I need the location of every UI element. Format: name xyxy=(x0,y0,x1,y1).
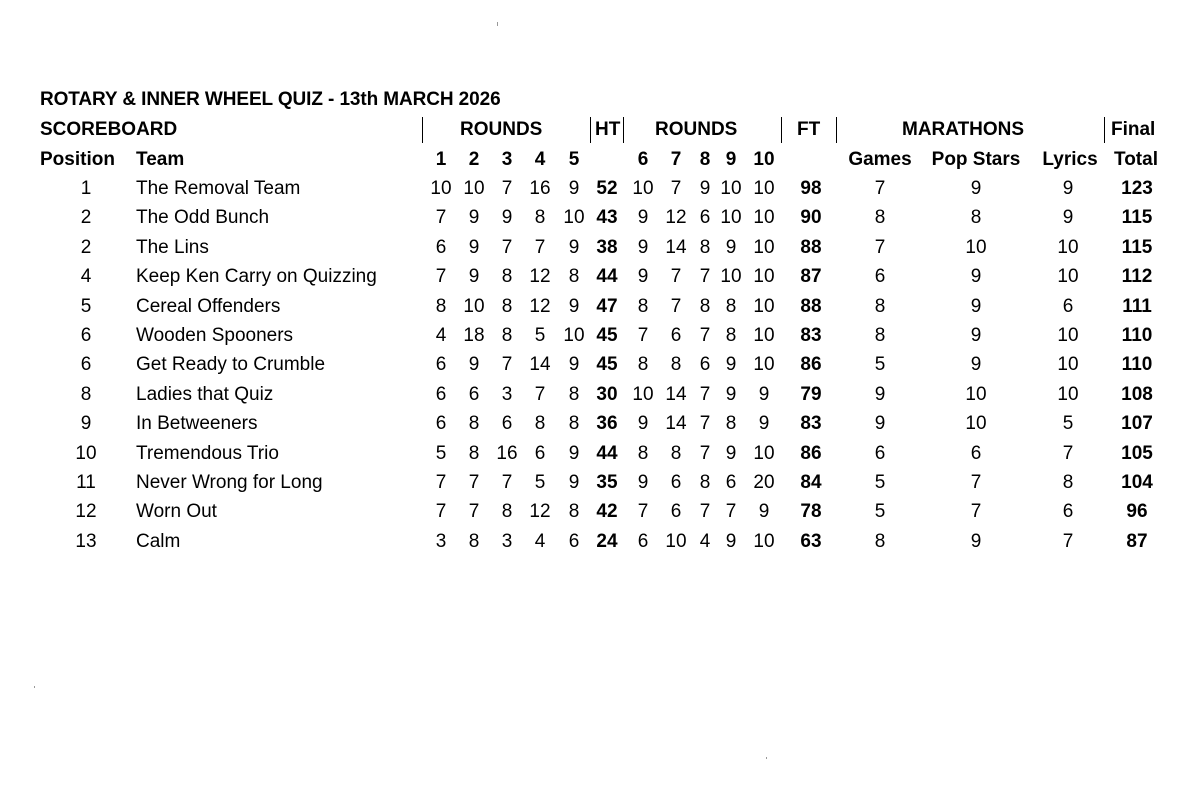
team-cell: Wooden Spooners xyxy=(136,325,294,346)
half-time-score: 36 xyxy=(596,413,618,435)
full-time-heading: FT xyxy=(797,119,821,140)
round-1-score: 3 xyxy=(435,530,447,552)
round-2-score: 9 xyxy=(468,207,480,229)
full-time-score: 86 xyxy=(800,354,822,376)
round-8-score: 7 xyxy=(699,325,711,346)
full-time-score: 98 xyxy=(800,178,822,199)
round-8-score: 6 xyxy=(699,207,711,229)
round-4-score: 8 xyxy=(534,413,546,435)
round-8-score: 7 xyxy=(699,413,711,435)
team-cell: The Removal Team xyxy=(136,178,301,199)
lyrics-score: 6 xyxy=(1062,295,1074,317)
round-9-score: 9 xyxy=(725,236,737,258)
round-1-score: 4 xyxy=(435,325,447,346)
round-4-score: 12 xyxy=(529,266,551,288)
total-score: 115 xyxy=(1121,236,1153,258)
position-cell: 6 xyxy=(80,325,92,346)
round-9-score: 9 xyxy=(725,383,737,405)
scan-speck xyxy=(34,686,35,688)
pop-stars-score: 9 xyxy=(970,530,982,552)
games-score: 9 xyxy=(874,413,886,435)
games-score: 5 xyxy=(874,501,886,523)
round-7-score: 12 xyxy=(665,207,687,229)
table-row xyxy=(0,203,1200,232)
half-time-score: 52 xyxy=(596,178,618,199)
team-cell: Keep Ken Carry on Quizzing xyxy=(136,266,377,288)
pop-stars-score: 7 xyxy=(970,501,982,523)
full-time-score: 84 xyxy=(800,472,822,493)
round-10-score: 10 xyxy=(753,325,775,346)
scan-speck xyxy=(766,757,767,759)
round-3-score: 7 xyxy=(501,178,513,199)
round-5-score: 10 xyxy=(563,207,585,229)
table-row xyxy=(0,527,1200,556)
round-5-score: 9 xyxy=(568,472,580,493)
team-cell: Tremendous Trio xyxy=(136,442,279,464)
lyrics-score: 7 xyxy=(1062,442,1074,464)
round-6-score: 9 xyxy=(637,236,649,258)
round-4-score: 12 xyxy=(529,501,551,523)
full-time-score: 83 xyxy=(800,413,822,435)
round-7-score: 6 xyxy=(670,325,682,346)
pop-stars-header: Pop Stars xyxy=(931,149,1021,170)
round-10-score: 10 xyxy=(753,266,775,288)
full-time-score: 78 xyxy=(800,501,822,523)
lyrics-score: 9 xyxy=(1062,178,1074,199)
total-score: 105 xyxy=(1121,442,1153,464)
round-3-score: 3 xyxy=(501,530,513,552)
round-1-score: 8 xyxy=(435,295,447,317)
round-8-score: 8 xyxy=(699,295,711,317)
round-10-score: 20 xyxy=(753,472,775,493)
round-8-score: 7 xyxy=(699,266,711,288)
pop-stars-score: 8 xyxy=(970,207,982,229)
total-score: 111 xyxy=(1122,295,1152,317)
round-3-score: 7 xyxy=(501,354,513,376)
round-8-header: 8 xyxy=(699,149,711,170)
round-7-header: 7 xyxy=(670,149,682,170)
round-9-score: 10 xyxy=(720,266,742,288)
divider xyxy=(1104,117,1105,143)
round-5-score: 10 xyxy=(563,325,585,346)
round-9-score: 9 xyxy=(725,442,737,464)
round-3-score: 9 xyxy=(501,207,513,229)
half-time-heading: HT xyxy=(595,119,621,140)
round-6-score: 8 xyxy=(637,354,649,376)
round-2-score: 18 xyxy=(463,325,485,346)
round-3-score: 8 xyxy=(501,295,513,317)
round-9-score: 7 xyxy=(725,501,737,523)
games-score: 8 xyxy=(874,325,886,346)
table-row xyxy=(0,350,1200,379)
total-score: 96 xyxy=(1126,501,1148,523)
table-row xyxy=(0,497,1200,526)
round-4-score: 6 xyxy=(534,442,546,464)
lyrics-score: 5 xyxy=(1062,413,1074,435)
team-cell: Cereal Offenders xyxy=(136,295,281,317)
games-score: 5 xyxy=(874,472,886,493)
round-7-score: 14 xyxy=(665,383,687,405)
round-7-score: 7 xyxy=(670,266,682,288)
position-cell: 12 xyxy=(75,501,97,523)
round-7-score: 6 xyxy=(670,472,682,493)
half-time-score: 38 xyxy=(596,236,618,258)
table-row xyxy=(0,409,1200,438)
team-cell: The Odd Bunch xyxy=(136,207,270,229)
round-1-score: 6 xyxy=(435,413,447,435)
position-cell: 2 xyxy=(80,236,92,258)
round-3-score: 7 xyxy=(501,236,513,258)
total-score: 123 xyxy=(1121,178,1153,199)
round-7-score: 7 xyxy=(670,295,682,317)
team-cell: Calm xyxy=(136,530,181,552)
full-time-score: 88 xyxy=(800,236,822,258)
games-score: 9 xyxy=(874,383,886,405)
team-cell: Ladies that Quiz xyxy=(136,383,274,405)
pop-stars-score: 10 xyxy=(965,236,987,258)
team-cell: Get Ready to Crumble xyxy=(136,354,326,376)
round-8-score: 7 xyxy=(699,383,711,405)
round-3-score: 8 xyxy=(501,501,513,523)
marathons-heading: MARATHONS xyxy=(902,119,1025,140)
lyrics-score: 9 xyxy=(1062,207,1074,229)
position-cell: 4 xyxy=(80,266,92,288)
full-time-score: 79 xyxy=(800,383,822,405)
pop-stars-score: 7 xyxy=(970,472,982,493)
team-cell: Never Wrong for Long xyxy=(136,472,323,493)
round-8-score: 7 xyxy=(699,501,711,523)
round-2-score: 10 xyxy=(463,178,485,199)
lyrics-score: 7 xyxy=(1062,530,1074,552)
lyrics-score: 10 xyxy=(1057,325,1079,346)
games-score: 7 xyxy=(874,236,886,258)
pop-stars-score: 10 xyxy=(965,383,987,405)
lyrics-score: 10 xyxy=(1057,236,1079,258)
pop-stars-score: 10 xyxy=(965,413,987,435)
position-cell: 6 xyxy=(80,354,92,376)
round-6-score: 9 xyxy=(637,207,649,229)
final-heading: Final xyxy=(1111,119,1156,140)
column-header-row xyxy=(0,145,1200,174)
pop-stars-score: 9 xyxy=(970,178,982,199)
divider xyxy=(836,117,837,143)
round-1-score: 10 xyxy=(430,178,452,199)
table-row xyxy=(0,439,1200,468)
round-5-score: 6 xyxy=(568,530,580,552)
position-cell: 1 xyxy=(80,178,92,199)
round-4-header: 4 xyxy=(534,149,546,170)
position-cell: 11 xyxy=(76,472,96,493)
round-2-score: 6 xyxy=(468,383,480,405)
rounds-second-heading: ROUNDS xyxy=(655,119,738,140)
round-9-score: 6 xyxy=(725,472,737,493)
table-row xyxy=(0,233,1200,262)
round-4-score: 14 xyxy=(529,354,551,376)
round-9-score: 10 xyxy=(720,178,742,199)
full-time-score: 86 xyxy=(800,442,822,464)
position-cell: 10 xyxy=(75,442,97,464)
round-6-score: 9 xyxy=(637,266,649,288)
half-time-score: 47 xyxy=(596,295,618,317)
round-7-score: 8 xyxy=(670,442,682,464)
round-6-score: 8 xyxy=(637,442,649,464)
round-5-score: 9 xyxy=(568,236,580,258)
round-8-score: 9 xyxy=(699,178,711,199)
round-2-score: 10 xyxy=(463,295,485,317)
round-4-score: 12 xyxy=(529,295,551,317)
round-7-score: 14 xyxy=(665,413,687,435)
round-9-score: 8 xyxy=(725,413,737,435)
total-score: 104 xyxy=(1121,472,1153,493)
round-6-score: 10 xyxy=(632,178,654,199)
table-row xyxy=(0,321,1200,350)
round-1-score: 6 xyxy=(435,354,447,376)
round-9-score: 8 xyxy=(725,295,737,317)
position-cell: 13 xyxy=(75,530,97,552)
round-1-score: 5 xyxy=(435,442,447,464)
round-4-score: 8 xyxy=(534,207,546,229)
round-2-score: 7 xyxy=(468,472,480,493)
pop-stars-score: 9 xyxy=(970,266,982,288)
round-5-score: 9 xyxy=(568,295,580,317)
round-9-score: 9 xyxy=(725,530,737,552)
table-row xyxy=(0,292,1200,321)
round-10-score: 10 xyxy=(753,354,775,376)
round-9-score: 9 xyxy=(725,354,737,376)
round-6-score: 7 xyxy=(637,325,649,346)
round-8-score: 8 xyxy=(699,236,711,258)
round-4-score: 5 xyxy=(534,472,546,493)
games-score: 5 xyxy=(874,354,886,376)
round-10-score: 10 xyxy=(753,530,775,552)
round-10-score: 10 xyxy=(753,236,775,258)
pop-stars-score: 9 xyxy=(970,295,982,317)
round-2-header: 2 xyxy=(468,149,480,170)
total-score: 87 xyxy=(1126,530,1148,552)
half-time-score: 35 xyxy=(596,472,618,493)
round-3-score: 8 xyxy=(501,325,513,346)
round-10-score: 10 xyxy=(753,178,775,199)
round-8-score: 4 xyxy=(699,530,711,552)
round-10-score: 10 xyxy=(753,207,775,229)
round-9-score: 8 xyxy=(725,325,737,346)
pop-stars-score: 9 xyxy=(970,354,982,376)
scoreboard-heading: SCOREBOARD xyxy=(40,119,178,140)
full-time-score: 63 xyxy=(800,530,822,552)
full-time-score: 87 xyxy=(800,266,822,288)
lyrics-score: 10 xyxy=(1057,383,1079,405)
full-time-score: 83 xyxy=(800,325,822,346)
round-2-score: 9 xyxy=(468,266,480,288)
round-7-score: 7 xyxy=(670,178,682,199)
round-2-score: 8 xyxy=(468,442,480,464)
full-time-score: 90 xyxy=(800,207,822,229)
total-score: 110 xyxy=(1121,354,1153,376)
round-6-header: 6 xyxy=(637,149,649,170)
round-1-score: 7 xyxy=(435,472,447,493)
round-10-score: 9 xyxy=(758,501,770,523)
round-10-score: 10 xyxy=(753,442,775,464)
round-8-score: 6 xyxy=(699,354,711,376)
round-5-score: 8 xyxy=(568,413,580,435)
pop-stars-score: 6 xyxy=(970,442,982,464)
team-cell: The Lins xyxy=(136,236,209,258)
round-10-score: 10 xyxy=(753,295,775,317)
position-header: Position xyxy=(40,149,115,170)
round-4-score: 7 xyxy=(534,236,546,258)
round-7-score: 10 xyxy=(665,530,687,552)
round-8-score: 8 xyxy=(699,472,711,493)
half-time-score: 45 xyxy=(596,325,618,346)
games-score: 8 xyxy=(874,530,886,552)
round-3-score: 7 xyxy=(501,472,513,493)
round-10-score: 9 xyxy=(758,383,770,405)
round-5-score: 9 xyxy=(568,442,580,464)
table-row xyxy=(0,262,1200,291)
half-time-score: 45 xyxy=(596,354,618,376)
round-6-score: 8 xyxy=(637,295,649,317)
half-time-score: 43 xyxy=(596,207,618,229)
round-1-score: 7 xyxy=(435,501,447,523)
lyrics-score: 10 xyxy=(1057,354,1079,376)
round-5-score: 8 xyxy=(568,266,580,288)
round-6-score: 9 xyxy=(637,472,649,493)
games-header: Games xyxy=(848,149,912,170)
table-row xyxy=(0,174,1200,203)
total-score: 112 xyxy=(1121,266,1153,288)
total-header: Total xyxy=(1114,149,1158,170)
round-6-score: 9 xyxy=(637,413,649,435)
round-7-score: 6 xyxy=(670,501,682,523)
games-score: 8 xyxy=(874,295,886,317)
round-4-score: 16 xyxy=(529,178,551,199)
round-2-score: 9 xyxy=(468,236,480,258)
total-score: 115 xyxy=(1121,207,1153,229)
divider xyxy=(781,117,782,143)
lyrics-score: 6 xyxy=(1062,501,1074,523)
round-2-score: 9 xyxy=(468,354,480,376)
round-3-score: 16 xyxy=(496,442,518,464)
position-cell: 5 xyxy=(80,295,92,317)
round-7-score: 14 xyxy=(665,236,687,258)
divider xyxy=(623,117,624,143)
round-4-score: 7 xyxy=(534,383,546,405)
half-time-score: 44 xyxy=(596,442,618,464)
round-2-score: 7 xyxy=(468,501,480,523)
position-cell: 9 xyxy=(80,413,92,435)
round-1-header: 1 xyxy=(435,149,447,170)
round-3-score: 8 xyxy=(501,266,513,288)
divider xyxy=(590,117,591,143)
round-10-score: 9 xyxy=(758,413,770,435)
total-score: 107 xyxy=(1121,413,1153,435)
pop-stars-score: 9 xyxy=(970,325,982,346)
round-5-score: 9 xyxy=(568,354,580,376)
round-1-score: 7 xyxy=(435,207,447,229)
position-cell: 2 xyxy=(80,207,92,229)
games-score: 7 xyxy=(874,178,886,199)
round-3-score: 3 xyxy=(501,383,513,405)
page-title: ROTARY & INNER WHEEL QUIZ - 13th MARCH 2026 xyxy=(40,89,501,110)
round-9-header: 9 xyxy=(725,149,737,170)
round-5-header: 5 xyxy=(568,149,580,170)
table-row xyxy=(0,468,1200,497)
round-2-score: 8 xyxy=(468,530,480,552)
round-8-score: 7 xyxy=(699,442,711,464)
round-1-score: 6 xyxy=(435,236,447,258)
round-4-score: 5 xyxy=(534,325,546,346)
position-cell: 8 xyxy=(80,383,92,405)
lyrics-header: Lyrics xyxy=(1042,149,1098,170)
team-cell: Worn Out xyxy=(136,501,217,523)
round-10-header: 10 xyxy=(753,149,775,170)
games-score: 6 xyxy=(874,266,886,288)
lyrics-score: 10 xyxy=(1057,266,1079,288)
round-7-score: 8 xyxy=(670,354,682,376)
round-5-score: 8 xyxy=(568,501,580,523)
scan-speck xyxy=(497,22,498,26)
half-time-score: 24 xyxy=(596,530,618,552)
half-time-score: 44 xyxy=(596,266,618,288)
total-score: 110 xyxy=(1121,325,1153,346)
round-1-score: 7 xyxy=(435,266,447,288)
round-5-score: 8 xyxy=(568,383,580,405)
full-time-score: 88 xyxy=(800,295,822,317)
round-6-score: 6 xyxy=(637,530,649,552)
divider xyxy=(422,117,423,143)
round-5-score: 9 xyxy=(568,178,580,199)
round-2-score: 8 xyxy=(468,413,480,435)
lyrics-score: 8 xyxy=(1062,472,1074,493)
round-9-score: 10 xyxy=(720,207,742,229)
round-6-score: 10 xyxy=(632,383,654,405)
round-3-score: 6 xyxy=(501,413,513,435)
table-row xyxy=(0,380,1200,409)
round-3-header: 3 xyxy=(501,149,513,170)
team-header: Team xyxy=(136,149,185,170)
round-1-score: 6 xyxy=(435,383,447,405)
round-4-score: 4 xyxy=(534,530,546,552)
total-score: 108 xyxy=(1121,383,1153,405)
round-6-score: 7 xyxy=(637,501,649,523)
half-time-score: 42 xyxy=(596,501,618,523)
half-time-score: 30 xyxy=(596,383,618,405)
games-score: 8 xyxy=(874,207,886,229)
games-score: 6 xyxy=(874,442,886,464)
team-cell: In Betweeners xyxy=(136,413,258,435)
rounds-first-heading: ROUNDS xyxy=(460,119,543,140)
